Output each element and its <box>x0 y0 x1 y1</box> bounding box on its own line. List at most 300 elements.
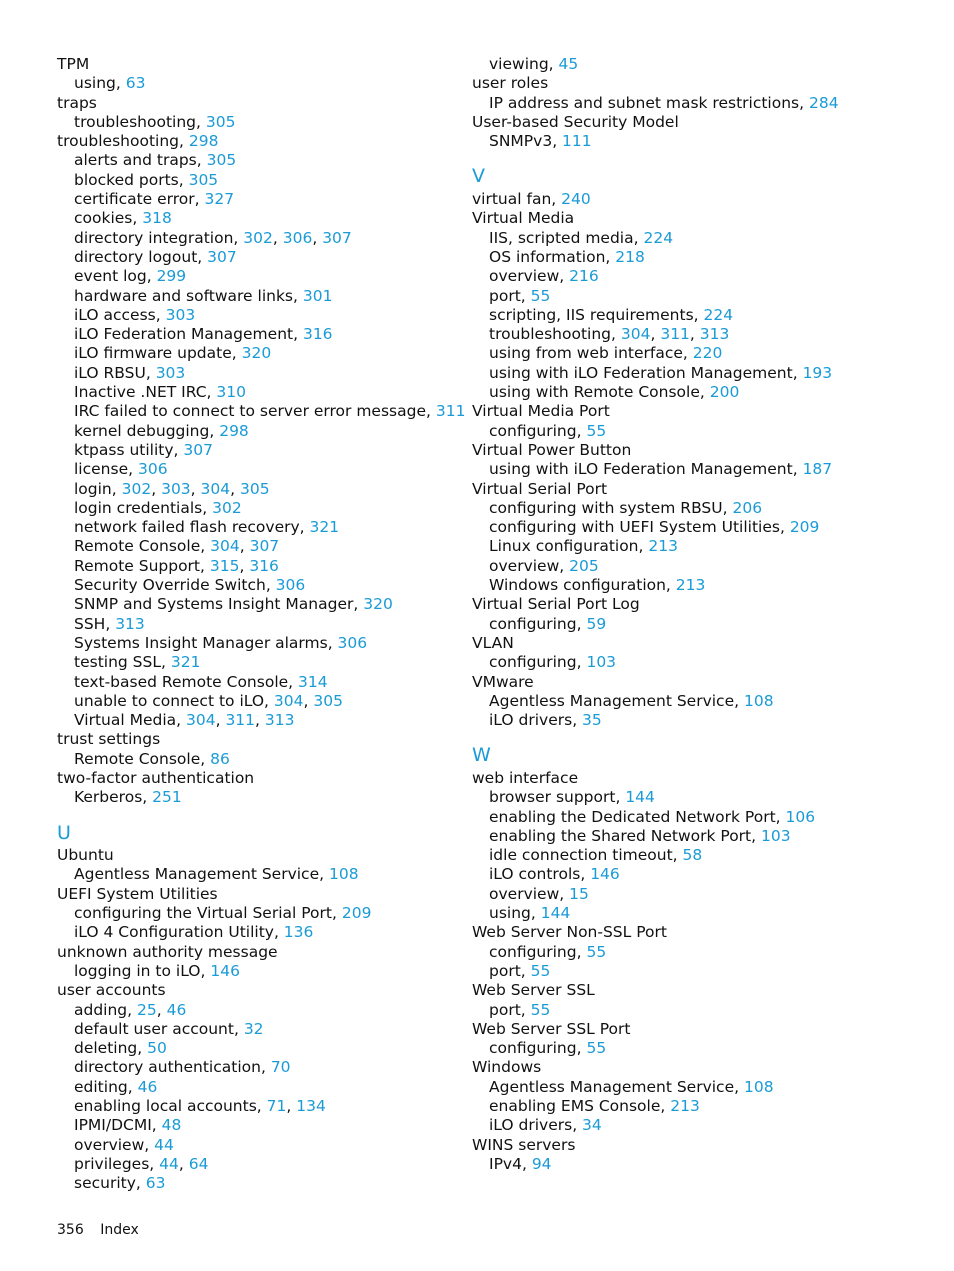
letter-heading: U <box>57 821 71 844</box>
index-subentry <box>57 287 477 306</box>
index-subentry <box>57 557 477 576</box>
index-term: enabling the Dedicated Network Port, <box>489 807 786 826</box>
page-number: 356 <box>57 1222 84 1238</box>
page-link[interactable]: 46 <box>166 1000 187 1019</box>
index-entry <box>472 981 892 1000</box>
index-term: IPMI/DCMI, <box>74 1116 162 1135</box>
page-link[interactable]: 284 <box>808 93 839 112</box>
page-link[interactable]: 50 <box>147 1039 167 1058</box>
index-subentry <box>57 653 477 672</box>
index-subentry <box>57 74 477 93</box>
page-separator: , <box>156 1000 167 1019</box>
page-link[interactable]: 327 <box>204 190 235 209</box>
index-subentry <box>472 653 892 672</box>
page-link[interactable]: 44 <box>154 1135 174 1154</box>
index-subentry <box>57 1174 477 1193</box>
index-subentry <box>57 518 477 537</box>
index-term: iLO drivers, <box>489 711 583 730</box>
index-term: deleting, <box>74 1039 148 1058</box>
index-subentry <box>57 537 477 556</box>
index-subentry <box>472 615 892 634</box>
index-entry <box>472 480 892 499</box>
index-term: configuring, <box>489 1039 587 1058</box>
index-subentry <box>57 711 477 730</box>
page-link[interactable]: 213 <box>675 576 706 595</box>
index-subentry <box>57 1116 477 1135</box>
index-term: configuring, <box>489 942 587 961</box>
page-link[interactable]: 240 <box>561 190 591 209</box>
index-term: ktpass utility, <box>74 440 184 459</box>
index-term: configuring the Virtual Serial Port, <box>74 904 342 923</box>
page-link[interactable]: 108 <box>743 691 774 710</box>
index-term: Virtual Media <box>472 209 575 228</box>
index-term: overview, <box>489 267 570 286</box>
index-term: Virtual Power Button <box>472 440 632 459</box>
index-term: TPM <box>57 55 90 73</box>
index-subentry <box>472 885 892 904</box>
index-entry <box>57 55 477 74</box>
page-link[interactable]: 302 <box>212 498 242 517</box>
index-subentry <box>472 943 892 962</box>
page-link[interactable]: 321 <box>309 518 340 537</box>
page-link[interactable]: 45 <box>558 55 579 73</box>
index-subentry <box>472 788 892 807</box>
index-subentry <box>472 1097 892 1116</box>
index-term: event log, <box>74 267 157 286</box>
index-entry <box>57 981 477 1000</box>
index-subentry <box>57 383 477 402</box>
page-link[interactable]: 63 <box>145 1174 166 1193</box>
page-link[interactable]: 305 <box>206 151 237 170</box>
index-term: configuring, <box>489 653 587 672</box>
page-link[interactable]: 209 <box>341 904 372 923</box>
index-entry <box>57 885 477 904</box>
index-subentry <box>57 692 477 711</box>
index-entry <box>472 209 892 228</box>
index-entry <box>472 74 892 93</box>
page-link[interactable]: 311 <box>435 402 466 421</box>
index-term: enabling local accounts, <box>74 1097 267 1116</box>
page-link[interactable]: 305 <box>188 170 219 189</box>
page-footer <box>57 1222 139 1238</box>
page-link[interactable]: 307 <box>322 228 352 247</box>
page-link[interactable]: 303 <box>155 363 186 382</box>
page-link[interactable]: 313 <box>115 614 145 633</box>
index-term: using from web interface, <box>489 344 693 363</box>
page-link[interactable]: 209 <box>789 518 820 537</box>
index-subentry <box>57 441 477 460</box>
index-term: directory logout, <box>74 247 208 266</box>
page-link[interactable]: 306 <box>275 576 306 595</box>
page-link[interactable]: 70 <box>270 1058 291 1077</box>
index-subentry <box>57 229 477 248</box>
page-link[interactable]: 59 <box>586 614 607 633</box>
index-subentry <box>472 267 892 286</box>
index-term: Virtual Serial Port Log <box>472 595 640 614</box>
index-term: troubleshooting, <box>74 112 206 131</box>
index-term: network failed flash recovery, <box>74 518 310 537</box>
index-subentry <box>57 788 477 807</box>
page-link[interactable]: 34 <box>582 1116 602 1135</box>
page-link[interactable]: 305 <box>205 112 236 131</box>
index-term: Windows configuration, <box>489 576 676 595</box>
page-separator: , <box>689 325 700 344</box>
index-term: browser support, <box>489 788 626 807</box>
index-term: directory authentication, <box>74 1058 271 1077</box>
index-subentry <box>57 1097 477 1116</box>
index-entry <box>57 769 477 788</box>
page-link[interactable]: 103 <box>586 653 617 672</box>
page-link[interactable]: 313 <box>264 711 295 730</box>
page-link[interactable]: 55 <box>586 942 607 961</box>
page-link[interactable]: 316 <box>302 325 333 344</box>
letter-heading: V <box>472 165 485 188</box>
page-link[interactable]: 15 <box>569 884 589 903</box>
index-subentry <box>57 1078 477 1097</box>
index-subentry <box>472 248 892 267</box>
page-separator: , <box>230 479 240 498</box>
index-term: SNMPv3, <box>489 132 563 151</box>
index-term: VLAN <box>472 633 514 652</box>
index-term: trust settings <box>57 730 161 749</box>
page-link[interactable]: 32 <box>243 1019 264 1038</box>
index-subentry <box>57 460 477 479</box>
page-link[interactable]: 310 <box>216 383 246 402</box>
page-link[interactable]: 307 <box>249 537 280 556</box>
page-link[interactable]: 144 <box>540 904 571 923</box>
page-link[interactable]: 305 <box>313 691 343 710</box>
index-term: iLO Federation Management, <box>74 325 303 344</box>
index-term: iLO 4 Configuration Utility, <box>74 923 284 942</box>
index-term: using with iLO Federation Management, <box>489 363 803 382</box>
page-link[interactable]: 304 <box>200 479 231 498</box>
page-link[interactable]: 224 <box>643 228 674 247</box>
index-entry <box>472 1058 892 1077</box>
page-link[interactable]: 304 <box>210 537 240 556</box>
index-term: idle connection timeout, <box>489 846 683 865</box>
index-term: certificate error, <box>74 190 205 209</box>
index-term: UEFI System Utilities <box>57 884 218 903</box>
index-subentry <box>57 923 477 942</box>
index-term: troubleshooting, <box>489 325 621 344</box>
index-entry <box>57 132 477 151</box>
index-term: Agentless Management Service, <box>489 691 744 710</box>
index-subentry <box>57 306 477 325</box>
page-link[interactable]: 220 <box>692 344 723 363</box>
index-term: using, <box>489 904 541 923</box>
index-column-right <box>472 55 892 1174</box>
index-subentry <box>472 229 892 248</box>
page-link[interactable]: 55 <box>530 961 551 980</box>
index-entry <box>472 113 892 132</box>
index-entry <box>472 190 892 209</box>
index-subentry <box>57 364 477 383</box>
index-entry <box>472 923 892 942</box>
page-separator: , <box>190 479 201 498</box>
page-link[interactable]: 301 <box>302 286 333 305</box>
index-term: virtual fan, <box>472 190 562 209</box>
index-subentry <box>472 1078 892 1097</box>
index-subentry <box>472 1116 892 1135</box>
index-subentry <box>57 576 477 595</box>
index-entry <box>472 441 892 460</box>
index-term: Inactive .NET IRC, <box>74 383 217 402</box>
index-subentry <box>472 537 892 556</box>
index-subentry <box>57 402 477 421</box>
index-term: Systems Insight Manager alarms, <box>74 633 338 652</box>
index-term: port, <box>489 286 531 305</box>
index-subentry <box>57 267 477 286</box>
page-link[interactable]: 108 <box>743 1077 774 1096</box>
page-link[interactable]: 55 <box>530 1000 551 1019</box>
page-link[interactable]: 311 <box>660 325 690 344</box>
page-link[interactable]: 314 <box>298 672 328 691</box>
index-subentry <box>472 1155 892 1174</box>
index-term: security, <box>74 1174 146 1193</box>
index-subentry <box>57 480 477 499</box>
index-subentry <box>57 325 477 344</box>
page-link[interactable]: 298 <box>219 421 249 440</box>
index-term: IPv4, <box>489 1154 532 1173</box>
index-subentry <box>57 962 477 981</box>
page-link[interactable]: 302 <box>121 479 152 498</box>
page-link[interactable]: 134 <box>296 1097 326 1116</box>
index-subentry <box>57 673 477 692</box>
index-subentry <box>472 94 892 113</box>
index-term: viewing, <box>489 55 559 73</box>
page-link[interactable]: 103 <box>760 826 791 845</box>
index-term: Web Server Non-SSL Port <box>472 923 667 942</box>
index-term: iLO controls, <box>489 865 591 884</box>
index-term: port, <box>489 961 531 980</box>
index-term: scripting, IIS requirements, <box>489 305 704 324</box>
index-term: OS information, <box>489 247 616 266</box>
index-term: login credentials, <box>74 498 213 517</box>
index-entry <box>57 846 477 865</box>
index-term: Virtual Serial Port <box>472 479 608 498</box>
page-link[interactable]: 187 <box>802 460 833 479</box>
page-link[interactable]: 306 <box>137 460 168 479</box>
index-term: testing SSL, <box>74 653 171 672</box>
index-term: IRC failed to connect to server error message, <box>74 402 436 421</box>
index-subentry <box>472 518 892 537</box>
page-link[interactable]: 64 <box>188 1154 209 1173</box>
page-link[interactable]: 307 <box>183 440 213 459</box>
index-term: Virtual Media Port <box>472 402 610 421</box>
index-subentry <box>57 151 477 170</box>
index-entry <box>57 730 477 749</box>
index-subentry <box>57 865 477 884</box>
index-term: overview, <box>489 556 570 575</box>
page-link[interactable]: 299 <box>156 267 187 286</box>
index-entry <box>472 402 892 421</box>
index-term: iLO RBSU, <box>74 363 156 382</box>
page-link[interactable]: 320 <box>363 595 393 614</box>
page-link[interactable]: 305 <box>239 479 270 498</box>
page-link[interactable]: 63 <box>125 74 146 93</box>
index-term: directory integration, <box>74 228 244 247</box>
index-term: IP address and subnet mask restrictions, <box>489 93 809 112</box>
page-link[interactable]: 321 <box>170 653 201 672</box>
index-term: logging in to iLO, <box>74 961 211 980</box>
page-link[interactable]: 146 <box>590 865 620 884</box>
index-term: Ubuntu <box>57 846 114 865</box>
page-link[interactable]: 216 <box>569 267 599 286</box>
index-term: enabling EMS Console, <box>489 1097 671 1116</box>
index-subentry <box>472 846 892 865</box>
index-term: iLO firmware update, <box>74 344 242 363</box>
page-link[interactable]: 320 <box>241 344 272 363</box>
index-term: user roles <box>472 74 549 93</box>
page-link[interactable]: 315 <box>209 556 240 575</box>
page-link[interactable]: 94 <box>531 1154 552 1173</box>
page-separator: , <box>255 711 265 730</box>
index-entry <box>472 1136 892 1155</box>
page-link[interactable]: 55 <box>586 421 607 440</box>
page-link[interactable]: 136 <box>283 923 314 942</box>
index-term: Virtual Media, <box>74 711 186 730</box>
index-term: editing, <box>74 1077 138 1096</box>
index-term: web interface <box>472 768 579 787</box>
page-link[interactable]: 298 <box>188 132 219 151</box>
page-link[interactable]: 313 <box>699 325 730 344</box>
index-subentry <box>472 557 892 576</box>
page-link[interactable]: 108 <box>328 865 359 884</box>
page-link[interactable]: 218 <box>615 247 645 266</box>
page-separator: , <box>151 479 162 498</box>
index-subentry <box>57 1136 477 1155</box>
page-link[interactable]: 251 <box>152 788 182 807</box>
index-term: text-based Remote Console, <box>74 672 299 691</box>
page-link[interactable]: 318 <box>142 209 172 228</box>
page-link[interactable]: 48 <box>161 1116 182 1135</box>
page-separator: , <box>312 228 323 247</box>
index-subentry <box>57 1001 477 1020</box>
index-subentry <box>472 692 892 711</box>
page-link[interactable]: 44 <box>159 1154 179 1173</box>
page-link[interactable]: 303 <box>161 479 191 498</box>
index-subentry <box>57 171 477 190</box>
index-term: Windows <box>472 1058 542 1077</box>
index-entry <box>472 595 892 614</box>
index-term: configuring, <box>489 421 587 440</box>
page-link[interactable]: 111 <box>562 132 592 151</box>
index-subentry <box>57 1039 477 1058</box>
page-link[interactable]: 306 <box>282 228 313 247</box>
index-term: kernel debugging, <box>74 421 220 440</box>
page-separator: , <box>239 556 250 575</box>
page-link[interactable]: 304 <box>273 691 304 710</box>
index-term: two-factor authentication <box>57 768 255 787</box>
index-term: hardware and software links, <box>74 286 303 305</box>
index-subentry <box>57 344 477 363</box>
page-link[interactable]: 311 <box>225 711 256 730</box>
index-term: SSH, <box>74 614 116 633</box>
page-link[interactable]: 25 <box>137 1000 157 1019</box>
index-term: configuring, <box>489 614 587 633</box>
index-subentry <box>472 962 892 981</box>
page-link[interactable]: 304 <box>185 711 216 730</box>
page-link[interactable]: 307 <box>207 247 237 266</box>
index-term: Agentless Management Service, <box>74 865 329 884</box>
page-link[interactable]: 58 <box>682 846 703 865</box>
page-separator: , <box>178 1154 189 1173</box>
index-term: unknown authority message <box>57 942 278 961</box>
index-term: Web Server SSL Port <box>472 1019 631 1038</box>
page-separator: , <box>650 325 661 344</box>
index-term: cookies, <box>74 209 143 228</box>
index-subentry <box>57 1058 477 1077</box>
index-term: adding, <box>74 1000 137 1019</box>
index-subentry <box>472 383 892 402</box>
page-link[interactable]: 206 <box>732 498 763 517</box>
index-term: alerts and traps, <box>74 151 207 170</box>
index-term: SNMP and Systems Insight Manager, <box>74 595 364 614</box>
page-link[interactable]: 46 <box>137 1077 158 1096</box>
page-link[interactable]: 35 <box>582 711 602 730</box>
page-link[interactable]: 302 <box>243 228 273 247</box>
index-subentry <box>472 306 892 325</box>
index-subentry <box>472 422 892 441</box>
page-link[interactable]: 71 <box>266 1097 287 1116</box>
page-link[interactable]: 303 <box>165 305 196 324</box>
page-link[interactable]: 144 <box>625 788 655 807</box>
page-link[interactable]: 304 <box>620 325 651 344</box>
index-term: Remote Console, <box>74 749 211 768</box>
index-term: iLO access, <box>74 305 166 324</box>
index-term: WINS servers <box>472 1135 576 1154</box>
index-term: privileges, <box>74 1154 160 1173</box>
index-subentry <box>472 55 892 74</box>
index-subentry <box>57 904 477 923</box>
index-term: Remote Support, <box>74 556 210 575</box>
index-term: Security Override Switch, <box>74 576 276 595</box>
page-link[interactable]: 106 <box>785 807 816 826</box>
index-subentry <box>472 364 892 383</box>
page-link[interactable]: 86 <box>210 749 230 768</box>
page-link[interactable]: 55 <box>530 286 551 305</box>
page-link[interactable]: 316 <box>249 556 279 575</box>
index-subentry <box>57 1020 477 1039</box>
page-link[interactable]: 193 <box>802 363 833 382</box>
index-subentry <box>472 576 892 595</box>
page-link[interactable]: 306 <box>337 633 368 652</box>
section-name: Index <box>100 1222 139 1238</box>
index-subentry <box>57 615 477 634</box>
index-subentry <box>472 827 892 846</box>
index-term: Web Server SSL <box>472 981 595 1000</box>
page-separator: , <box>239 537 250 556</box>
page-link[interactable]: 205 <box>569 556 599 575</box>
page-separator: , <box>286 1097 297 1116</box>
index-subentry <box>472 808 892 827</box>
page-link[interactable]: 213 <box>648 537 678 556</box>
index-term: license, <box>74 460 138 479</box>
index-subentry <box>472 287 892 306</box>
index-term: Remote Console, <box>74 537 211 556</box>
page-link[interactable]: 213 <box>670 1097 700 1116</box>
index-term: troubleshooting, <box>57 132 189 151</box>
page-link[interactable]: 55 <box>586 1039 607 1058</box>
page-link[interactable]: 146 <box>210 961 240 980</box>
index-subentry <box>57 595 477 614</box>
index-entry <box>57 94 477 113</box>
letter-heading: W <box>472 744 491 767</box>
index-subentry <box>57 190 477 209</box>
index-entry <box>472 1020 892 1039</box>
page-link[interactable]: 200 <box>709 383 740 402</box>
page-link[interactable]: 224 <box>703 305 734 324</box>
